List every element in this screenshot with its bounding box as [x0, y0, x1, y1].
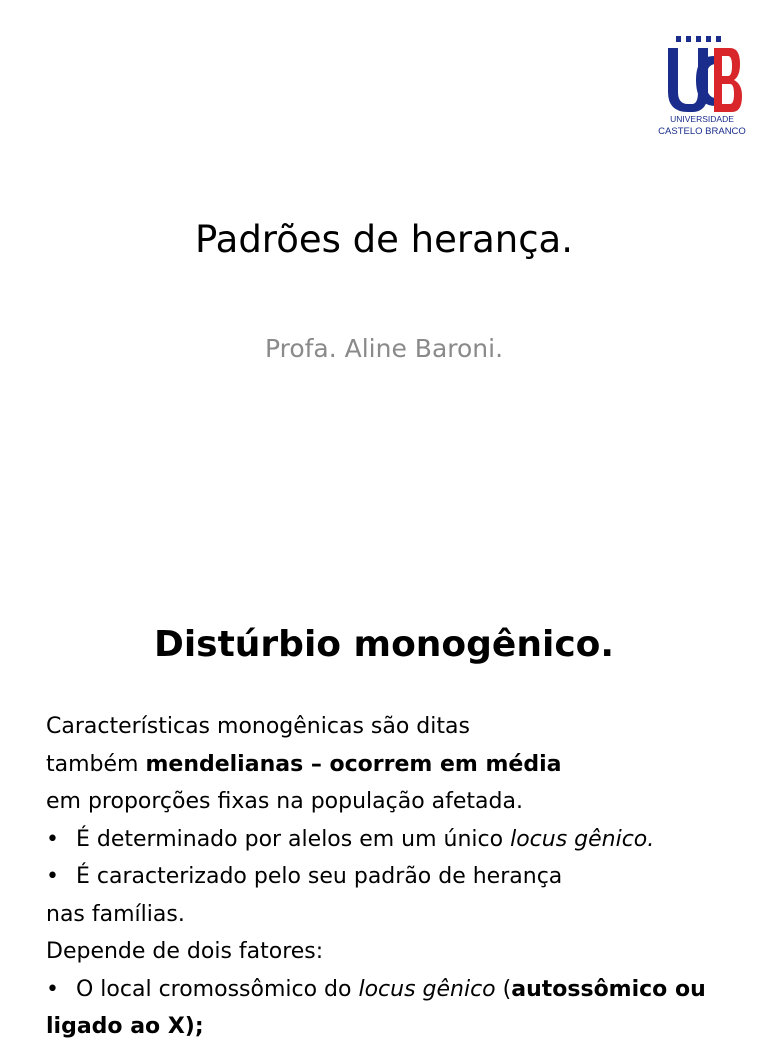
text-span: O local cromossômico do: [76, 976, 359, 1002]
italic-text: locus gênico.: [510, 826, 655, 852]
bullet-item: [46, 971, 746, 1009]
text-span: É determinado por alelos em um único: [76, 826, 511, 852]
paragraph-line: em proporções fixas na população afetada.: [46, 789, 523, 814]
text-span: (: [495, 976, 512, 1002]
italic-text: locus gênico: [358, 976, 496, 1002]
bullet-symbol: •: [46, 864, 59, 889]
bold-text: autossômico ou: [511, 976, 706, 1002]
paragraph-line: Características monogênicas são ditas: [46, 714, 470, 739]
paragraph-line: Depende de dois fatores:: [46, 939, 324, 964]
slide-body: [46, 708, 746, 1046]
text-span: É caracterizado pelo seu padrão de herança: [76, 864, 563, 889]
bullet-item: [46, 821, 746, 859]
ucb-logo-graphic: [636, 22, 754, 154]
text-span: também: [46, 751, 146, 777]
bold-text: ligado ao X);: [46, 1014, 204, 1039]
bullet-item: [46, 858, 746, 896]
ucb-logo: [636, 22, 754, 154]
slide-subtitle: Profa. Aline Baroni.: [264, 334, 504, 363]
bullet-symbol: •: [46, 976, 59, 1002]
bold-text: mendelianas – ocorrem em média: [145, 751, 562, 777]
paragraph-line: [46, 1008, 746, 1046]
bullet-symbol: •: [46, 826, 59, 852]
paragraph-line: [46, 746, 746, 784]
slide-title: Distúrbio monogênico.: [153, 624, 615, 665]
logo-line2: CASTELO BRANCO: [658, 126, 746, 137]
paragraph-line: nas famílias.: [46, 901, 185, 927]
content-slide: [0, 580, 768, 1039]
slide-title: Padrões de herança.: [195, 218, 573, 261]
logo-line1: UNIVERSIDADE: [670, 114, 734, 124]
